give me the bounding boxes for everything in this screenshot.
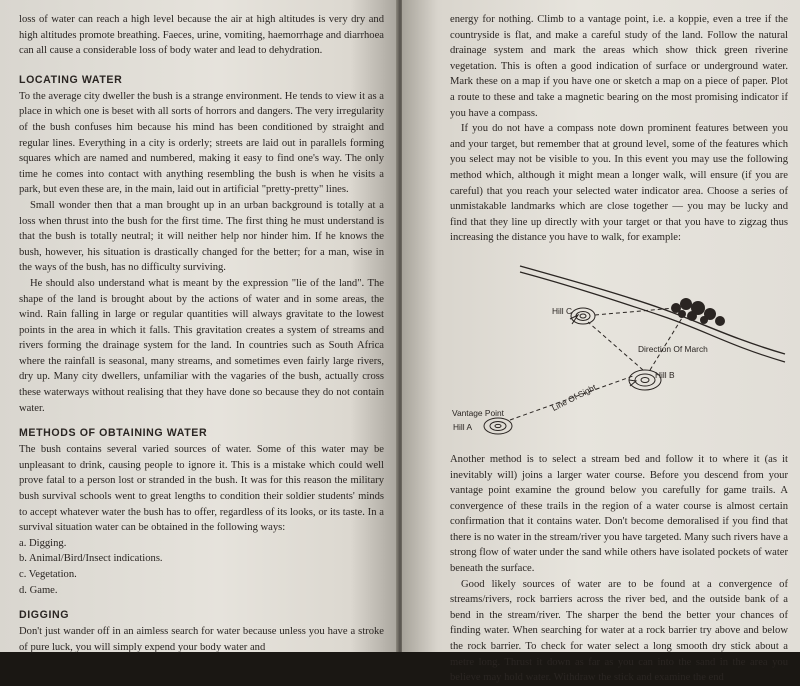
label-hill-a: Hill A xyxy=(453,421,473,432)
compass-paragraph: If you do not have a compass note down prominent features between you and your target, but remember that at ground level, some of the features which you select may not be visible to you. In this event you may use the following method which, although it might mean a longer walk, will ensure (if you are careful) that you reach your selected water indicator area. Choose a series of unmistakable landmarks which are close together — you may be lucky and find that they line up directly with your target or that you have to zigzag thus increasing the distance you have to walk, for example: xyxy=(450,123,788,244)
label-hill-c: Hill C xyxy=(552,305,573,316)
line-b-c xyxy=(588,322,643,370)
stream-paragraph: Another method is to select a stream bed and follow it to where it (as it inevitably will) joins a larger water course. Before you descend from your vantage point examine the ground below you carefully for game trails. A convergence of these trails in the region of a water course is almost certain confirmation that it contains water. Don't become demoralised if you find that there is no water in the stream/river you have targeted. Many such rivers have a strong flow of water under the sand while others have isolated pockets of water beneath the surface. xyxy=(450,453,788,575)
methods-paragraph: The bush contains several varied sources of water. Some of this water may be unpleasant to drink, causing people to ignore it. This is a mistake which could well prove fatal to a person lost or stranded in the bush. It was for this reason the military bush survival schools went to great lengths to condition their soldier students' minds to accept whatever water the bush has to offer, regardless of its looks, or its taste. In a survival situation water can be obtained in the following ways: xyxy=(19,444,384,534)
label-direction-of-march: Direction Of March xyxy=(638,343,708,354)
locating-paragraph-3: He should also understand what is meant by the expression "lie of the land". The shape of the land is brought about by the actions of water and in some areas, the wind. Rain falling in large or regular quantities will always gravitate to the lowest points in the area in which it falls. This gravitation creates a system of streams and rivers forming the drainage system for the land. In countries such as South Africa where the rainfall is seasonal, many streams, and sometimes even fairly large rivers, dry up. Many city dwellers, unfamiliar with the vagaries of the bush, actually cross these waterways without realising that they have done so because they do not contain water. xyxy=(19,277,384,414)
list-item: b. Animal/Bird/Insect indications. xyxy=(19,553,163,565)
list-item: c. Vegetation. xyxy=(19,569,77,580)
list-item: a. Digging. xyxy=(19,537,67,549)
locating-paragraph-2: Small wonder then that a man brought up in an urban background is totally at a loss when thrust into the bush for the first time. The first thing he must understand is that the bush is totally neutral; it will neither help nor hinder him. If he knows the bush, however, his situation is drastically changed for the better; for a man, wise in the ways of the bush, has no difficulty surviving. xyxy=(19,199,384,274)
list-item: d. Game. xyxy=(19,584,58,596)
intro-paragraph: loss of water can reach a high level because the air at high altitudes is very dry and high altitudes promote breathing. Faeces, urine, vomiting, haemorrhage and diarrhoea can all cause a considerable loss of body water and lead to dehydration. xyxy=(19,14,384,57)
digging-paragraph: Don't just wander off in an aimless search for water because unless you have a stroke of pure luck, you will simply expend your body water and xyxy=(19,626,384,653)
heading-methods: METHODS OF OBTAINING WATER xyxy=(19,427,208,440)
ways-list xyxy=(19,536,384,598)
hill-a-contours xyxy=(484,418,512,434)
heading-locating-water: LOCATING WATER xyxy=(19,73,123,86)
locating-paragraph-1: To the average city dweller the bush is a strange environment. He tends to view it as a place in which one is beset with all sorts of horrors and dangers. The very irregularity of the bush confuses him because his mind has been conditioned by straight and regular lines. Everything in a city is orderly; streets are laid out in parallels forming squares which are named and numbered, making it easy to find one's way. The only time he comes into contact with anything resembling the bush is when he visits a park, but even these are, in the main, laid out in artificial "pretty-pretty" lines. xyxy=(19,90,384,196)
label-hill-b: Hill B xyxy=(655,369,675,380)
label-vantage-point: Vantage Point xyxy=(452,407,504,418)
right-page xyxy=(402,0,800,684)
route-diagram xyxy=(450,258,790,438)
sources-paragraph: Good likely sources of water are to be found at a convergence of streams/rivers, rock barriers across the river bed, and the outside bank of a bend in the stream/river. The sharper the bend the better your chances of finding water. When searching for water at a rock barrier try above and below the rock barrier. To check for water select a long smooth dry stick about a metre long. Thrust it down as far as you can into the sand in the area you believe may hold water. Withdraw the stick and examine the end xyxy=(450,578,788,684)
left-page xyxy=(0,0,398,652)
label-line-of-sight: Line Of Sight xyxy=(550,381,598,413)
heading-digging: DIGGING xyxy=(19,609,70,622)
top-paragraph: energy for nothing. Climb to a vantage point, i.e. a koppie, even a tree if the countryside is flat, and make a careful study of the land. Follow the natural drainage system and mark the areas which show thick green riverine vegetation. This is often a good indication of surface or underground water. Mark these on a map if you have one or sketch a map on a piece of paper. Plot a route to these and take a magnetic bearing on the most promising indicator if you have a compass. xyxy=(450,14,788,119)
hill-c-contours xyxy=(571,308,595,324)
